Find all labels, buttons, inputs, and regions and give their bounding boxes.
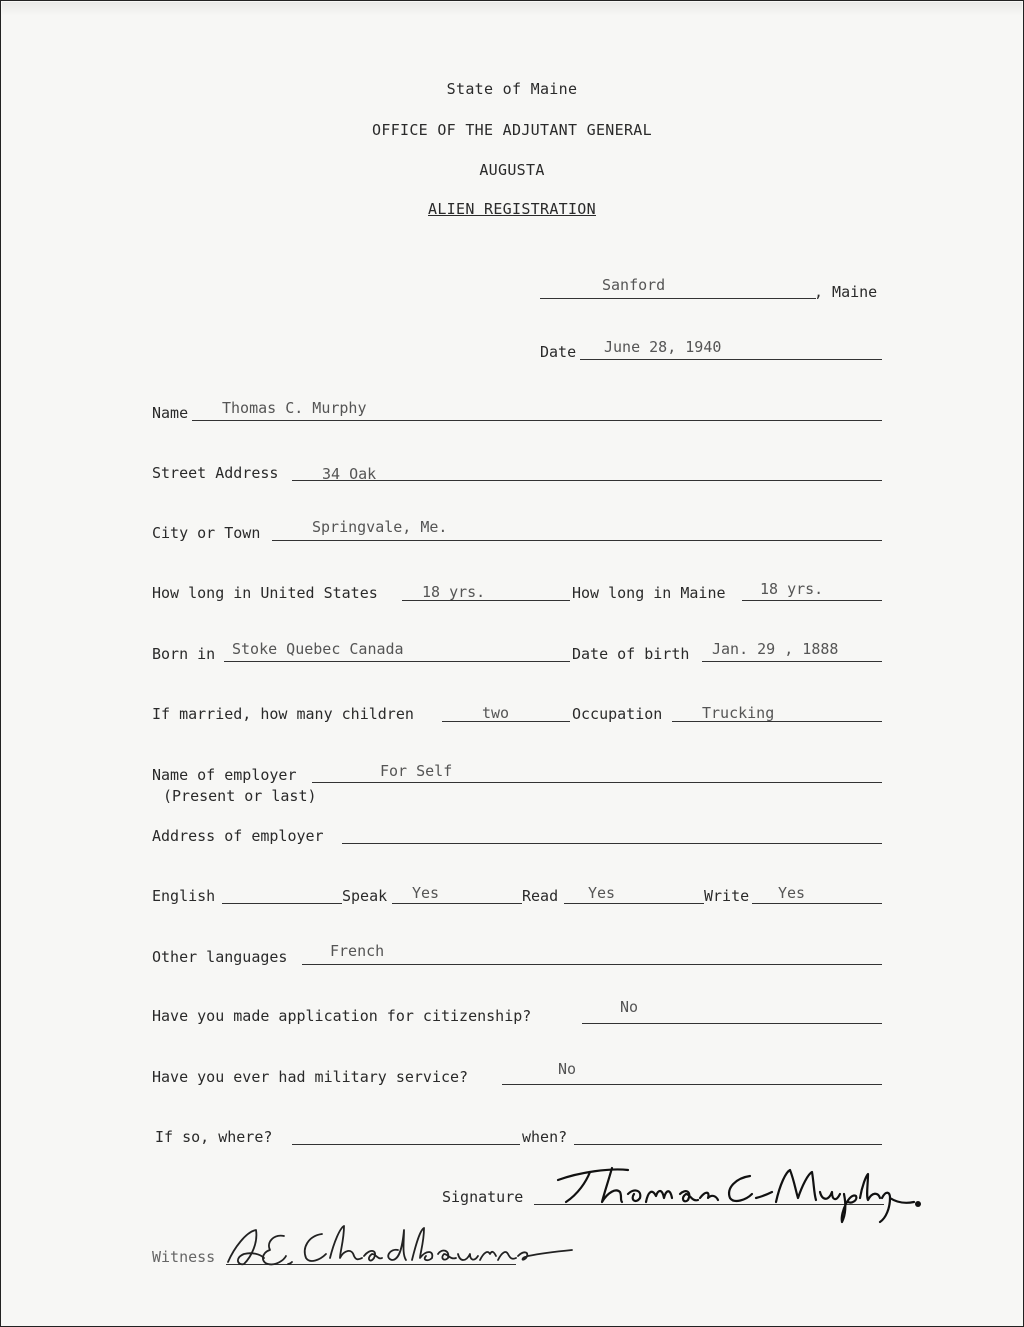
form-title: ALIEN REGISTRATION <box>428 200 596 218</box>
speak-line <box>392 903 522 904</box>
write-value: Yes <box>778 884 806 902</box>
maine-duration-value: 18 yrs. <box>760 580 824 598</box>
dob-value: Jan. 29 , 1888 <box>712 640 839 658</box>
street-value: 34 Oak <box>322 465 377 483</box>
speak-label: Speak <box>342 887 388 905</box>
city-line <box>272 540 882 541</box>
name-label: Name <box>152 404 189 422</box>
english-label: English <box>152 887 216 905</box>
city-value: Springvale, Me. <box>312 518 448 536</box>
employer-label: Name of employer <box>152 766 297 784</box>
town-value: Sanford <box>602 276 666 294</box>
header-state: State of Maine <box>446 80 578 98</box>
when-label: when? <box>522 1128 568 1146</box>
scan-edge <box>2 2 1022 16</box>
town-line <box>540 298 816 299</box>
date-line <box>580 359 882 360</box>
signature-handwriting <box>550 1158 930 1228</box>
us-duration-label: How long in United States <box>152 584 378 602</box>
read-line <box>564 903 704 904</box>
signature-label: Signature <box>442 1188 524 1206</box>
military-value: No <box>558 1060 577 1078</box>
speak-value: Yes <box>412 884 440 902</box>
born-in-label: Born in <box>152 645 216 663</box>
dob-label: Date of birth <box>572 645 690 663</box>
name-line <box>192 420 882 421</box>
header-city: AUGUSTA <box>479 161 545 179</box>
occupation-label: Occupation <box>572 705 663 723</box>
city-label: City or Town <box>152 524 261 542</box>
read-label: Read <box>522 887 559 905</box>
dob-line <box>702 661 882 662</box>
citizenship-value: No <box>620 998 639 1016</box>
employer-value: For Self <box>380 762 453 780</box>
where-line <box>292 1144 520 1145</box>
other-languages-value: French <box>330 942 385 960</box>
write-label: Write <box>704 887 750 905</box>
employer-address-line <box>342 843 882 844</box>
maine-duration-label: How long in Maine <box>572 584 726 602</box>
witness-label: Witness <box>152 1248 216 1266</box>
english-line <box>222 903 342 904</box>
citizenship-label: Have you made application for citizenship? <box>152 1007 532 1025</box>
other-languages-label: Other languages <box>152 948 288 966</box>
where-label: If so, where? <box>155 1128 273 1146</box>
occupation-value: Trucking <box>702 704 775 722</box>
street-line <box>292 480 882 481</box>
name-value: Thomas C. Murphy <box>222 399 367 417</box>
header-office: OFFICE OF THE ADJUTANT GENERAL <box>372 121 652 139</box>
employer-address-label: Address of employer <box>152 827 324 845</box>
street-label: Street Address <box>152 464 279 482</box>
maine-duration-line <box>742 600 882 601</box>
born-in-line <box>224 661 570 662</box>
read-value: Yes <box>588 884 616 902</box>
us-duration-value: 18 yrs. <box>422 583 486 601</box>
children-label: If married, how many children <box>152 705 414 723</box>
born-in-value: Stoke Quebec Canada <box>232 640 404 658</box>
date-label: Date <box>540 343 577 361</box>
witness-handwriting <box>222 1218 582 1278</box>
military-line <box>502 1084 882 1085</box>
employer-line <box>312 782 882 783</box>
military-label: Have you ever had military service? <box>152 1068 469 1086</box>
when-line <box>574 1144 882 1145</box>
employer-sublabel: (Present or last) <box>163 787 317 805</box>
citizenship-line <box>582 1023 882 1024</box>
other-languages-line <box>302 964 882 965</box>
children-value: two <box>482 704 510 722</box>
state-suffix: , Maine <box>814 283 878 301</box>
write-line <box>752 903 882 904</box>
date-value: June 28, 1940 <box>604 338 722 356</box>
